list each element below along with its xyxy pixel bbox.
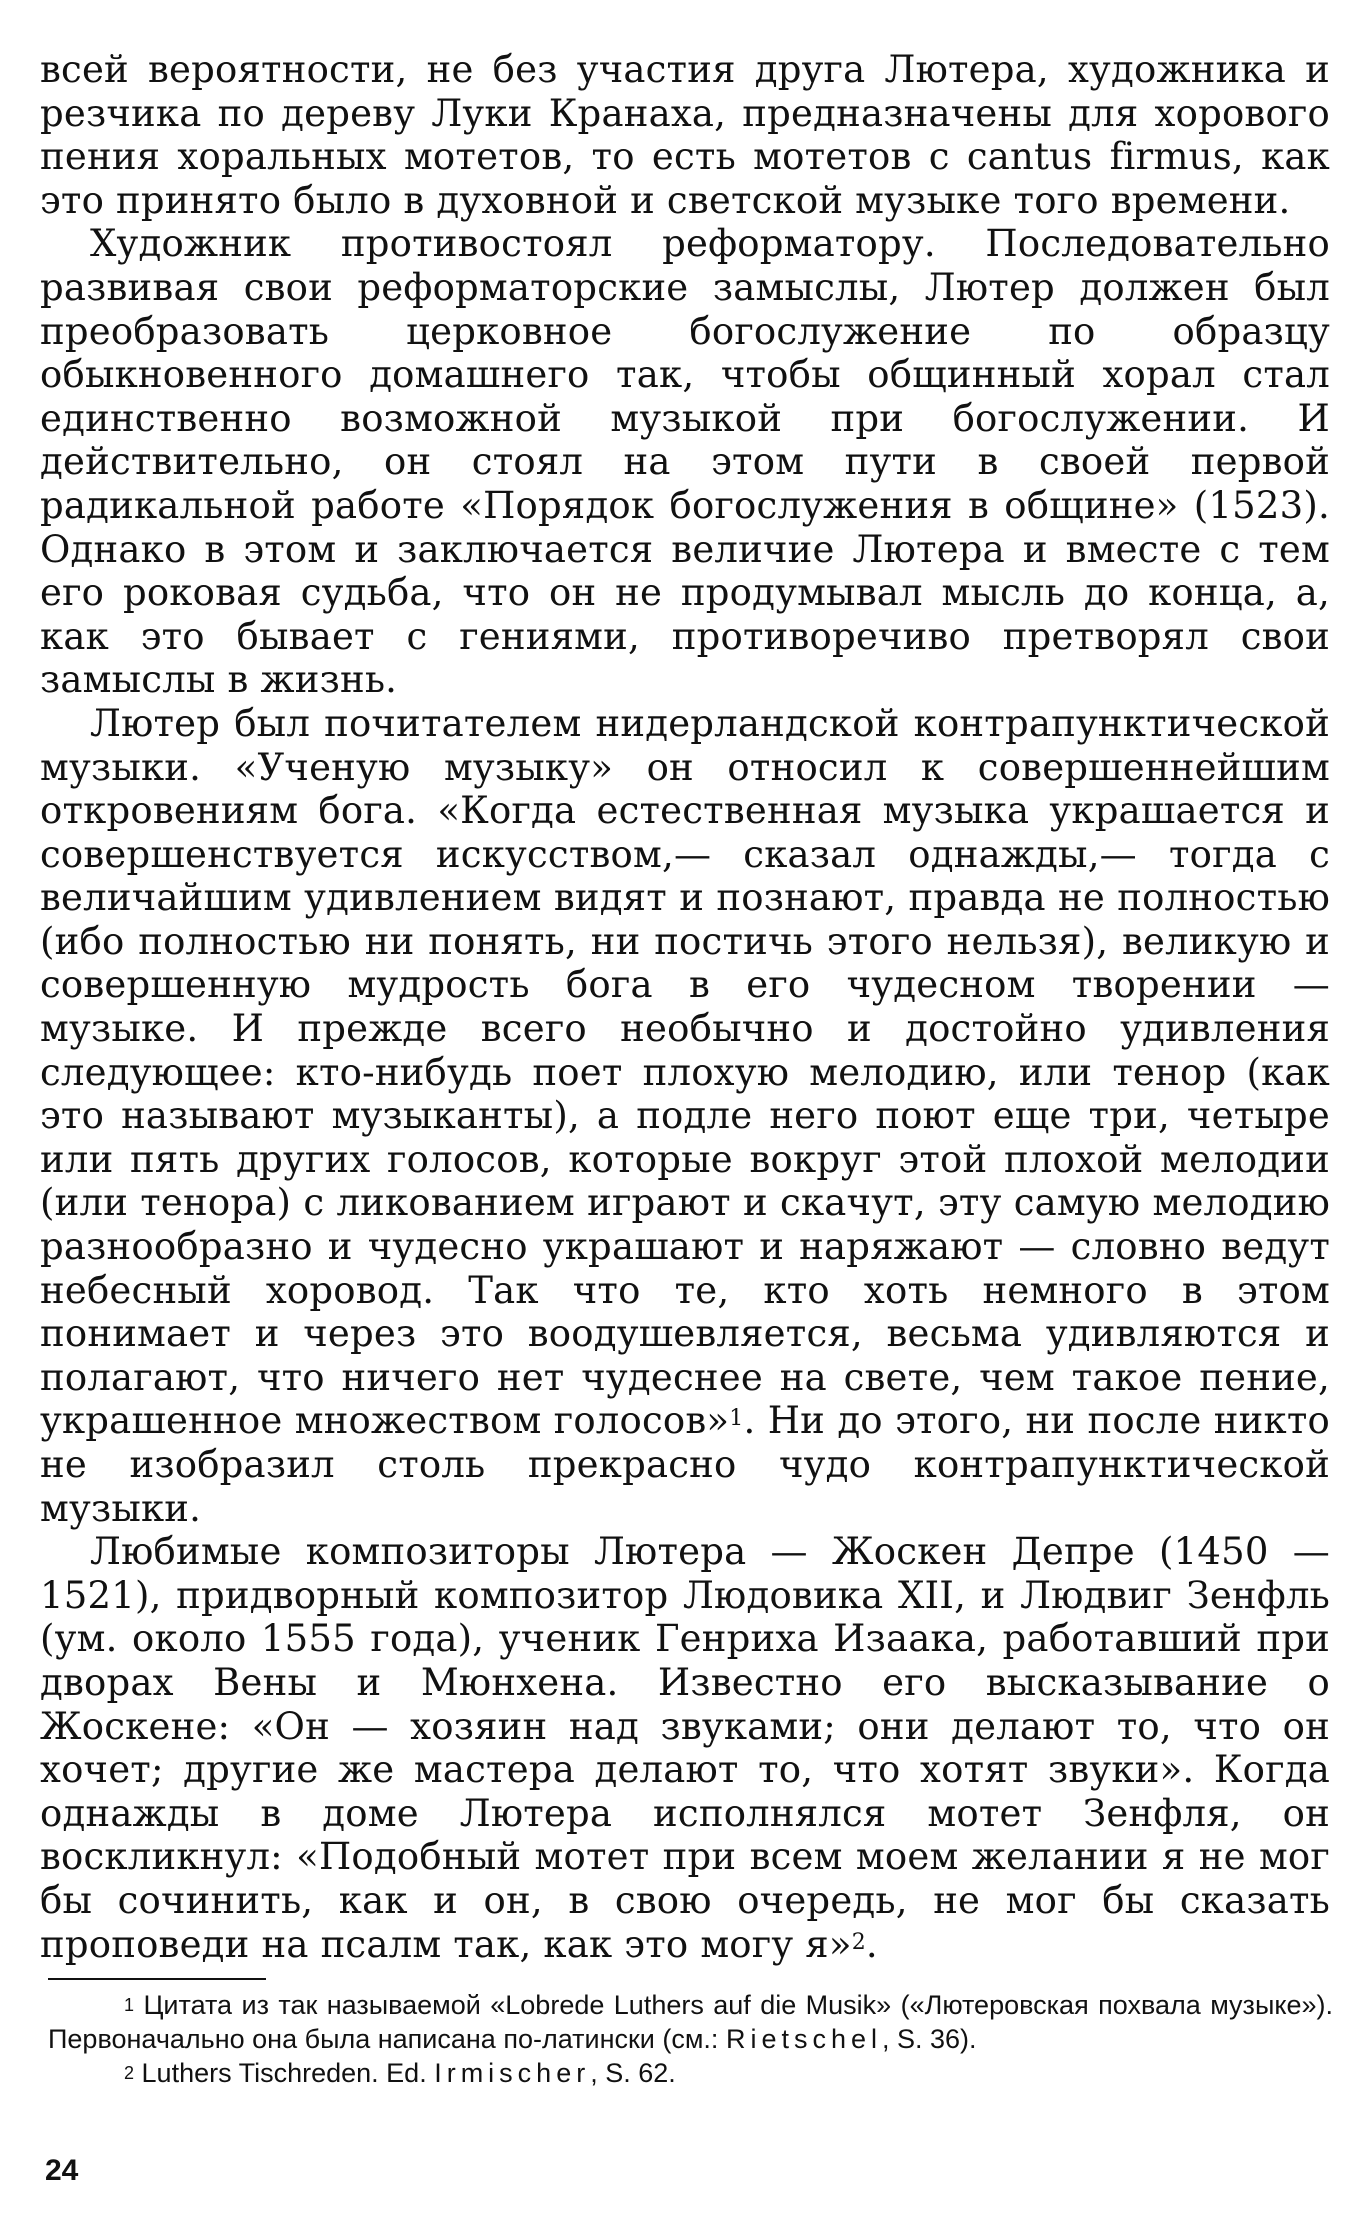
footnote-ref-2[interactable]: 2 [851,1929,866,1955]
footnote-2-author: Irmischer [434,2058,591,2088]
footnote-2 [48,2056,1333,2090]
footnote-1-author: Rietschel [725,2024,882,2054]
paragraph-1 [40,48,1330,222]
footnotes [48,1988,1333,2090]
footnote-1-text-a: Цитата из так называемой «Lobrede Luthers auf die Musik» («Лютеровская похвала музыке»). Первоначально она была написана по-латински (см.: [48,1990,1333,2054]
paragraph-4-tail: . [865,1922,878,1966]
footnote-2-text-a: Luthers Tischreden. Ed. [141,2058,435,2088]
paragraph-2 [40,222,1330,702]
footnote-ref-1[interactable]: 1 [729,1406,744,1432]
paragraph-4 [40,1530,1330,1966]
footnote-2-number: 2 [124,2063,135,2083]
paragraph-3 [40,702,1330,1530]
paragraph-3-text: Лютер был почитателем нидерландской контрапунктической музыки. «Ученую музыку» он относил к совершеннейшим откровениям бога. «Когда естественная музыка украшается и совершенствуется искусством,— сказал однажды,— тогда с величайшим удивлением видят и познают, правда не полностью (ибо полностью ни понять, ни постичь этого нельзя), великую и совершенную мудрость бога в его чудесном творении — музыке. И прежде всего необычно и достойно удивления следующее: кто-нибудь поет плохую мелодию, или тенор (как это называют музыканты), а подле него поют еще три, четыре или пять других голосов, которые вокруг этой плохой мелодии (или тенора) с ликованием играют и скачут, эту самую мелодию разнообразно и чудесно украшают и наряжают — словно ведут небесный хоровод. Так что те, кто хоть немного в этом понимает и через это воодушевляется, весьма удивляются и полагают, что ничего нет чудеснее на свете, чем такое пение, украшенное множеством голосов» [40,701,1330,1443]
paragraph-2-text: Художник противостоял реформатору. Последовательно развивая свои реформаторские замыслы, Лютер должен был преобразовать церковное богослужение по образцу обыкновенного домашнего так, чтобы общинный хорал стал единственно возможной музыкой при богослужении. И действительно, он стоял на этом пути в своей первой радикальной работе «Порядок богослужения в общине» (1523). Однако в этом и заключается величие Лютера и вместе с тем его роковая судьба, что он не продумывал мысль до конца, а, как это бывает с гениями, противоречиво претворял свои замыслы в жизнь. [40,222,1330,702]
page-body [40,48,1330,1966]
page-number: 24 [45,2154,79,2187]
footnote-2-text-b: , S. 62. [590,2058,676,2088]
main-text [40,48,1330,1966]
paragraph-3-tail: . Ни до этого, ни после никто не изобразил столь прекрасно чудо контрапунктической музыки. [40,1399,1330,1530]
footnote-1-number: 1 [124,1995,135,2015]
paragraph-1-text: всей вероятности, не без участия друга Лютера, художника и резчика по дереву Луки Кранаха, предназначены для хорового пения хоральных мотетов, то есть мотетов с cantus firmus, как это принято было в духовной и светской музыке того времени. [40,48,1330,222]
footnote-divider [48,1978,266,1980]
footnote-1-text-b: , S. 36). [882,2024,977,2054]
footnote-1 [48,1988,1333,2056]
paragraph-4-text: Любимые композиторы Лютера — Жоскен Депре (1450 — 1521), придворный композитор Людовика XII, и Людвиг Зенфль (ум. около 1555 года), ученик Генриха Изаака, работавший при дворах Вены и Мюнхена. Известно его высказывание о Жоскене: «Он — хозяин над звуками; они делают то, что он хочет; другие же мастера делают то, что хотят звуки». Когда однажды в доме Лютера исполнялся мотет Зенфля, он воскликнул: «Подобный мотет при всем моем желании я не мог бы сочинить, как и он, в свою очередь, не мог бы сказать проповеди на псалм так, как это могу я» [40,1530,1330,1966]
